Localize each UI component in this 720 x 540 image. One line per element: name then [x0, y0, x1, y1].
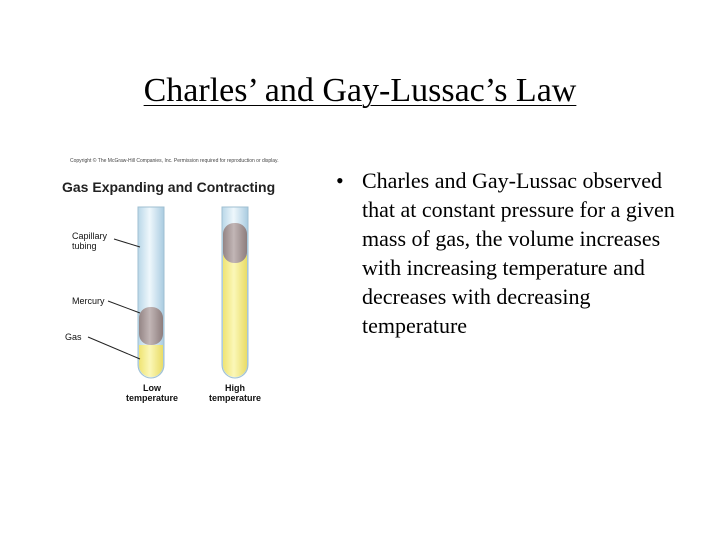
capillary-label: Capillary tubing — [72, 231, 108, 251]
high-temp-gas — [223, 255, 247, 377]
gas-expansion-figure — [62, 155, 292, 415]
high-temperature-label: High temperature — [208, 383, 262, 403]
low-temperature-label: Low temperature — [125, 383, 179, 403]
mercury-label: Mercury — [72, 296, 105, 306]
figure-copyright: Copyright © The McGraw-Hill Companies, Inc. Permission required for reproduction or display. — [70, 158, 279, 164]
capillary-leader — [114, 239, 140, 247]
gas-leader — [88, 337, 140, 359]
gas-label: Gas — [65, 332, 82, 342]
figure-heading: Gas Expanding and Contracting — [62, 179, 276, 195]
low-temp-mercury — [139, 307, 163, 345]
high-temp-mercury — [223, 223, 247, 263]
bullet-list — [330, 166, 700, 340]
tubes-illustration — [62, 155, 292, 415]
high-temp-tube — [222, 207, 248, 378]
slide-title-text: Charles’ and Gay-Lussac’s Law — [143, 72, 577, 109]
bullet-item — [330, 166, 700, 340]
bullet-marker: • — [336, 168, 344, 193]
bullet-text: Charles and Gay-Lussac observed that at constant pressure for a given mass of gas, the volume increases with increasing temperature and decreases with decreasing temperature — [362, 168, 675, 338]
slide-title — [0, 72, 720, 110]
low-temp-tube — [138, 207, 164, 378]
mercury-leader — [108, 301, 140, 313]
low-temp-gas — [139, 345, 163, 377]
